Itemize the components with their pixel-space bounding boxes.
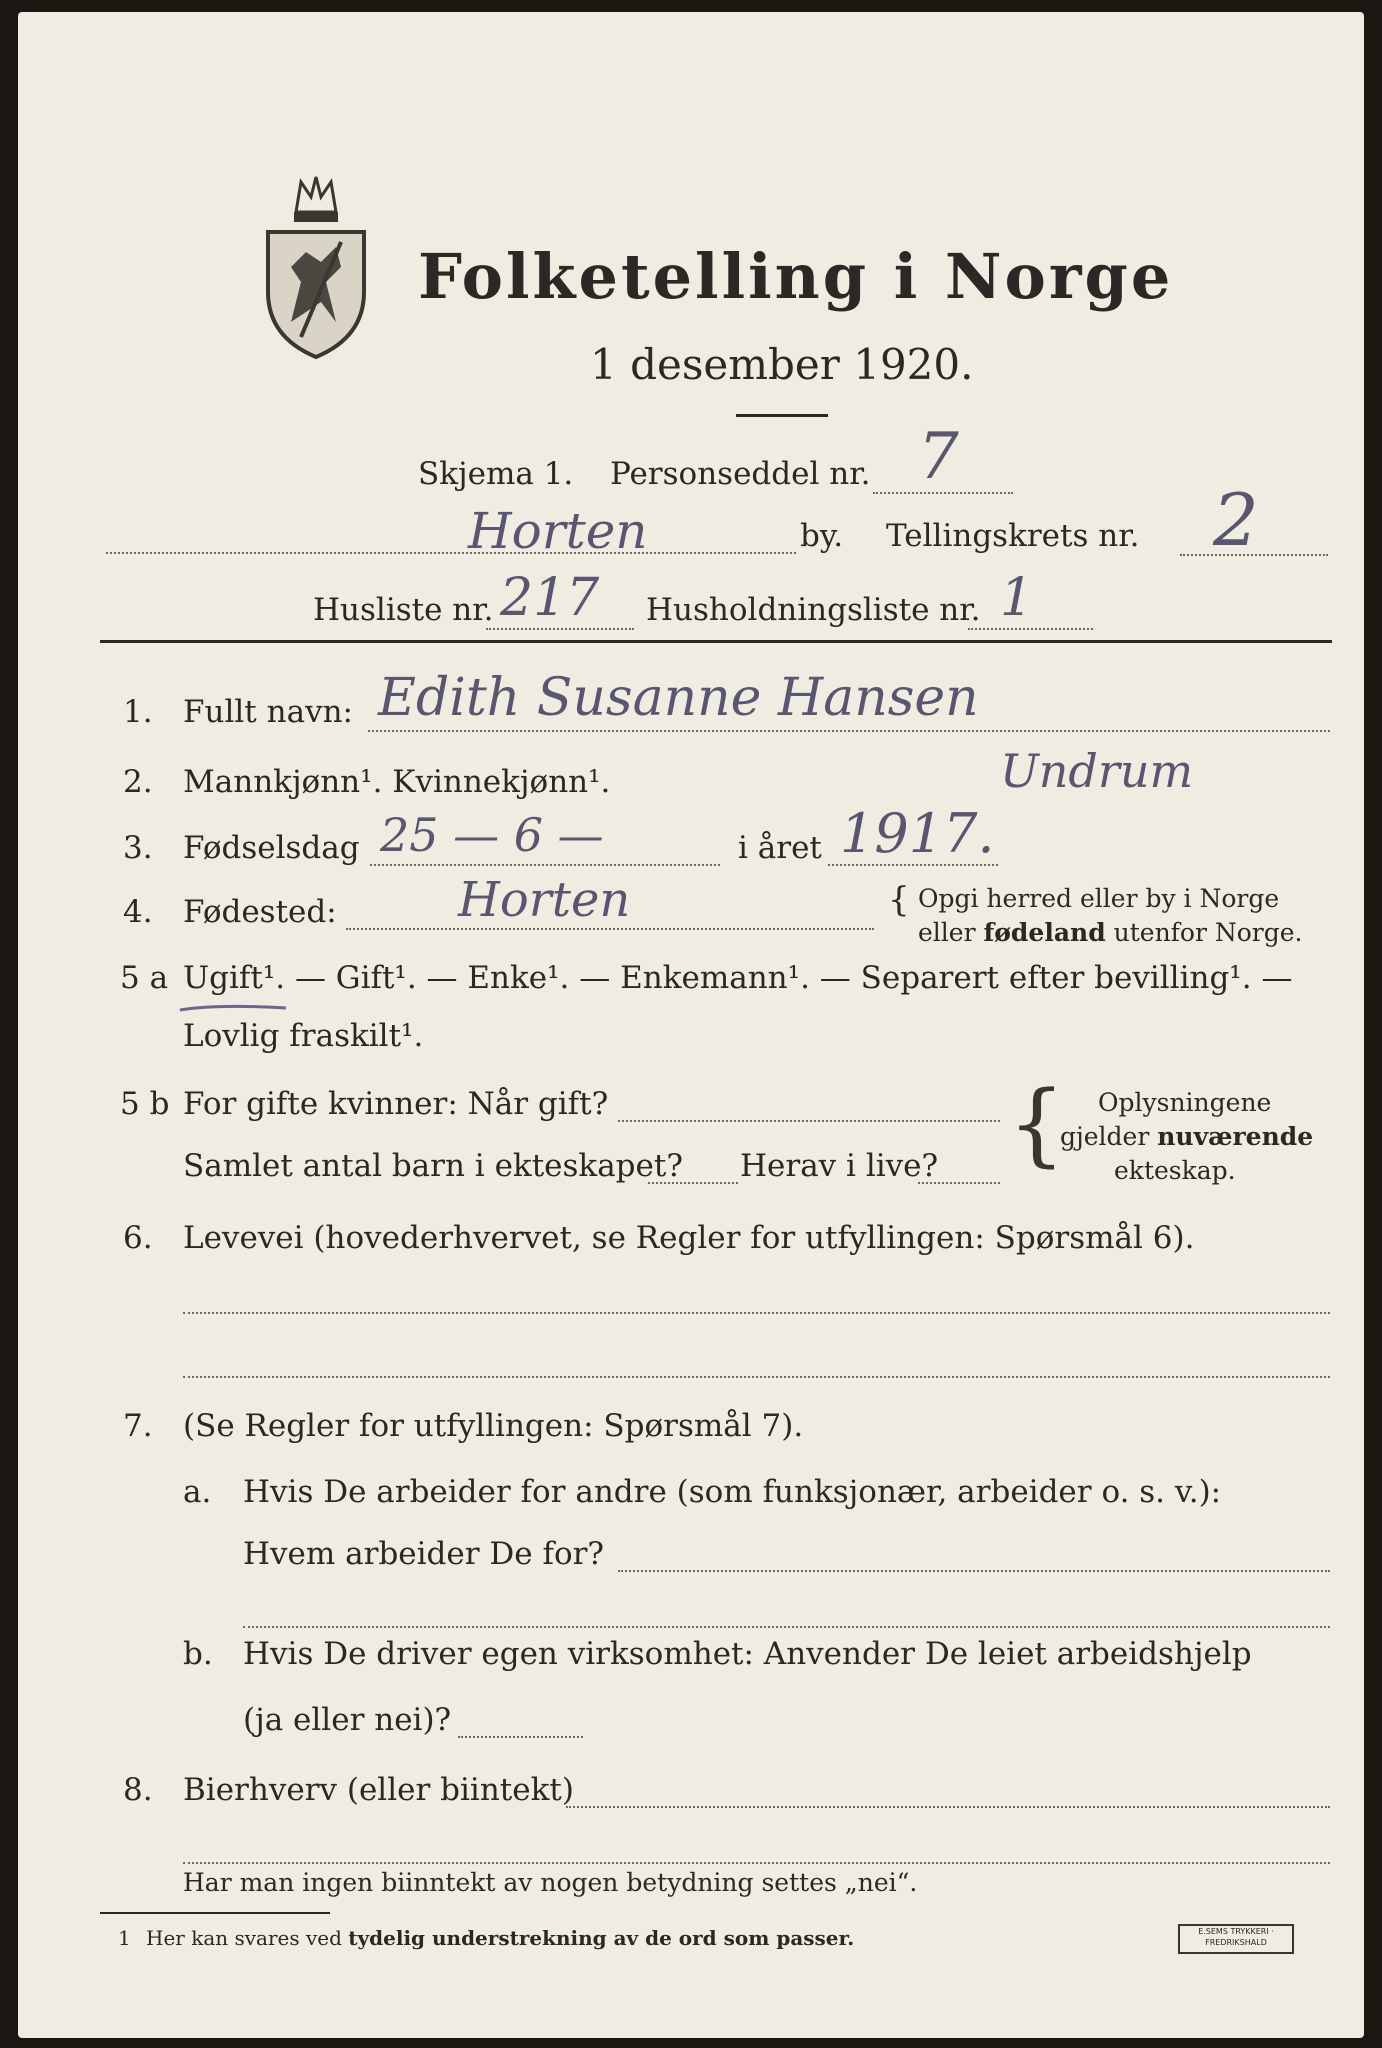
q6-line-2	[183, 1376, 1330, 1378]
q3-value: 25 — 6 —	[380, 808, 604, 862]
q7a-employer-line-2	[243, 1626, 1330, 1628]
q7a-employer-line	[618, 1570, 1330, 1572]
ugift-underline-icon	[178, 1002, 288, 1014]
q6-line-1	[183, 1312, 1330, 1314]
q4-note-line2: eller fødeland utenfor Norge.	[918, 918, 1303, 947]
q7b-answer-label: (ja eller nei)?	[243, 1702, 452, 1738]
husholdning-value: 1	[1000, 568, 1034, 628]
personseddel-label: Personseddel nr.	[610, 456, 871, 492]
q7b-letter: b.	[183, 1636, 213, 1672]
q7-number: 7.	[123, 1408, 153, 1444]
q3-year-value: 1917.	[840, 802, 995, 865]
q2-number: 2.	[123, 764, 153, 800]
census-date: 1 desember 1920.	[590, 340, 974, 389]
city-value: Horten	[468, 502, 648, 560]
census-form	[18, 12, 1364, 2038]
q6-number: 6.	[123, 1220, 153, 1256]
q7a-question: Hvis De arbeider for andre (som funksjonær, arbeider o. s. v.):	[243, 1474, 1222, 1510]
q3-number: 3.	[123, 830, 153, 866]
tellingskrets-label: Tellingskrets nr.	[886, 518, 1140, 554]
section-divider	[100, 640, 1332, 643]
q5b-note-line1: Oplysningene	[1098, 1088, 1272, 1117]
q4-note-brace: {	[888, 880, 910, 920]
q4-note-line1: Opgi herred eller by i Norge	[918, 884, 1280, 913]
q4-label: Fødested:	[183, 894, 337, 930]
q5b-note-line3: ekteskap.	[1114, 1156, 1236, 1185]
q6-label: Levevei (hovederhvervet, se Regler for utfyllingen: Spørsmål 6).	[183, 1220, 1195, 1256]
q8-line	[566, 1806, 1330, 1808]
q7-label: (Se Regler for utfyllingen: Spørsmål 7).	[183, 1408, 804, 1444]
q7b-answer-line	[458, 1736, 583, 1738]
q4-number: 4.	[123, 894, 153, 930]
q5b-children-label: Samlet antal barn i ekteskapet?	[183, 1148, 683, 1184]
q1-value: Edith Susanne Hansen	[378, 668, 979, 728]
q8-number: 8.	[123, 1772, 153, 1808]
coat-of-arms-icon	[256, 172, 376, 362]
q5b-alive-label: Herav i live?	[740, 1148, 939, 1184]
q7b-question: Hvis De driver egen virksomhet: Anvender De leiet arbeidshjelp	[243, 1636, 1252, 1672]
tellingskrets-value: 2	[1213, 478, 1259, 562]
q5b-number: 5 b	[120, 1086, 170, 1122]
q5b-married-label: For gifte kvinner: Når gift?	[183, 1086, 609, 1122]
q8-line-2	[183, 1862, 1330, 1864]
q1-label: Fullt navn:	[183, 694, 353, 730]
q5b-note-brace: {	[1008, 1072, 1066, 1177]
q2-options: Mannkjønn¹. Kvinnekjønn¹.	[183, 764, 611, 800]
q5a-options: Ugift¹. — Gift¹. — Enke¹. — Enkemann¹. — Separert efter bevilling¹. —	[183, 960, 1293, 996]
q7a-letter: a.	[183, 1474, 212, 1510]
personseddel-value: 7	[918, 420, 959, 494]
husliste-label: Husliste nr.	[313, 592, 494, 628]
q8-note: Har man ingen biinntekt av nogen betydning settes „nei“.	[183, 1868, 918, 1897]
q1-value-extra: Undrum	[1000, 744, 1194, 798]
q5b-children-line	[648, 1182, 738, 1184]
husliste-value: 217	[500, 568, 600, 628]
q7a-employer-label: Hvem arbeider De for?	[243, 1536, 605, 1572]
q5b-married-line	[618, 1120, 1000, 1122]
q5a-number: 5 a	[120, 960, 169, 996]
printer-stamp: E.SEMS TRYKKERI · FREDRIKSHALD	[1178, 1924, 1294, 1954]
q1-line	[368, 730, 1330, 732]
q4-value: Horten	[458, 872, 631, 928]
footnote-text: Her kan svares ved tydelig understrekning av de ord som passer.	[146, 1926, 855, 1950]
husholdning-label: Husholdningsliste nr.	[646, 592, 981, 628]
footnote-mark: 1	[118, 1926, 131, 1950]
q3-label: Fødselsdag	[183, 830, 360, 866]
form-title: Folketelling i Norge	[418, 240, 1174, 313]
q5b-alive-line	[918, 1182, 1000, 1184]
by-label: by.	[800, 518, 844, 554]
schema-label: Skjema 1.	[418, 456, 574, 492]
city-line	[106, 552, 796, 554]
q1-number: 1.	[123, 694, 153, 730]
footnote-rule	[100, 1912, 330, 1914]
q3-line	[370, 864, 720, 866]
q4-line	[346, 928, 874, 930]
husholdning-line	[968, 628, 1093, 630]
husliste-line	[486, 628, 634, 630]
q5a-options-continued: Lovlig fraskilt¹.	[183, 1018, 424, 1054]
q8-label: Bierhverv (eller biintekt)	[183, 1772, 574, 1808]
q3-year-label: i året	[738, 830, 822, 866]
q5b-note-line2: gjelder nuværende	[1060, 1122, 1314, 1151]
title-divider	[736, 414, 828, 417]
